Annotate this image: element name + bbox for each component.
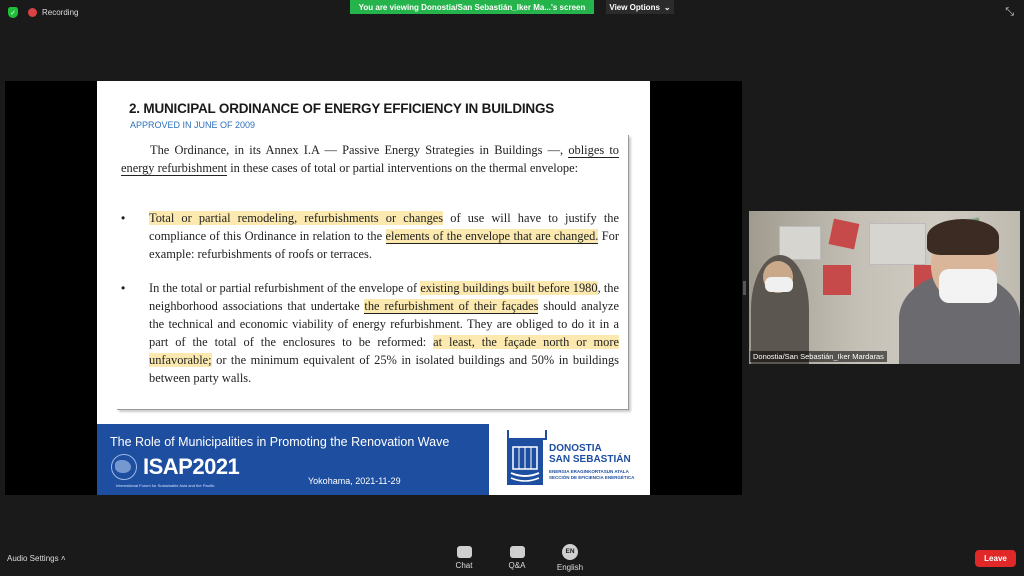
bullet-2: In the total or partial refurbishment of the envelope of existing buildings built before 1980, the neighborhood associations that undertake the refurbishment of their façades should analyze the technical and economic viability of energy refurbishment. They are obliged to do it in a part of the total of the enclosures to be reformed: at least, the façade north or more unfavorable; or the minimum equivalent of 25% in isolated buildings and 50% in buildings between party walls.: [149, 281, 619, 385]
meeting-status: [8, 7, 78, 18]
view-options-button[interactable]: [606, 0, 674, 14]
ordinance-text-box: [117, 135, 629, 410]
bullet-1: Total or partial remodeling, refurbishments or changes of use will have to justify the compliance of this Ordinance in relation to the elements of the envelope that are changed. For example: refurbishments of roofs or terraces.: [149, 211, 620, 261]
qa-button[interactable]: Q&A: [497, 546, 537, 570]
intro-paragraph: The Ordinance, in its Annex I.A — Passive Energy Strategies in Buildings —, obliges to energy refurbishment in these cases of total or partial interventions on the thermal envelope:: [121, 143, 619, 175]
wall-poster: [779, 226, 821, 260]
chevron-up-icon: ˄: [60, 554, 66, 563]
slide-subtitle: APPROVED IN JUNE OF 2009: [130, 120, 256, 130]
slide-footer-banner: [97, 424, 489, 495]
isap-logo: ISAP2021: [111, 454, 239, 480]
chevron-down-icon: ⌄: [663, 2, 671, 12]
chat-icon: [457, 546, 472, 558]
participant-right-hair: [927, 219, 999, 255]
encryption-shield-icon[interactable]: ✓: [8, 7, 18, 18]
slide-title: 2. MUNICIPAL ORDINANCE OF ENERGY EFFICIENCY IN BUILDINGS: [129, 101, 555, 116]
recording-indicator[interactable]: [28, 8, 78, 17]
exit-fullscreen-icon[interactable]: ⤡: [1005, 6, 1014, 18]
view-options-label: View Options: [609, 2, 660, 12]
footer-title: The Role of Municipalities in Promoting the Renovation Wave: [110, 435, 450, 449]
wall-decoration: [829, 219, 860, 250]
chat-button[interactable]: Chat: [444, 546, 484, 570]
leave-button[interactable]: Leave: [975, 550, 1016, 567]
logo-name: DONOSTIA SAN SEBASTIÁN: [549, 443, 631, 465]
logo-subtitle: ENERGIA ERAGINKORTASUN ATALA SECCIÓN DE EFICIENCIA ENERGÉTICA: [549, 469, 635, 480]
participant-video[interactable]: [749, 211, 1020, 364]
language-icon: EN: [562, 544, 578, 560]
footer-date: Yokohama, 2021-11-29: [308, 476, 401, 486]
bullet-icon: •: [121, 211, 126, 225]
donostia-logo: [489, 424, 650, 495]
face-mask: [765, 277, 793, 292]
recording-label: Recording: [42, 7, 79, 17]
presentation-slide: [97, 81, 650, 495]
meeting-toolbar: [0, 540, 1024, 576]
audio-settings-button[interactable]: Audio Settings ˄: [7, 554, 66, 563]
wall-poster: [869, 223, 926, 265]
ship-shield-icon: [507, 439, 543, 485]
bullet-icon: •: [121, 281, 126, 295]
split-view-handle[interactable]: [743, 281, 746, 295]
qa-icon: [510, 546, 525, 558]
wall-decoration: [823, 265, 851, 295]
globe-icon: [111, 454, 137, 480]
recording-icon: [28, 8, 37, 17]
participant-name: Donostia/San Sebastián_Iker Mardaras: [750, 351, 887, 362]
language-button[interactable]: EN English: [550, 544, 590, 572]
shared-screen: [5, 81, 742, 495]
isap-subtitle: International Forum for Sustainable Asia and the Pacific: [116, 483, 215, 488]
viewing-banner: You are viewing Donostia/San Sebastián_Iker Ma...'s screen: [350, 0, 594, 14]
face-mask: [939, 269, 997, 303]
